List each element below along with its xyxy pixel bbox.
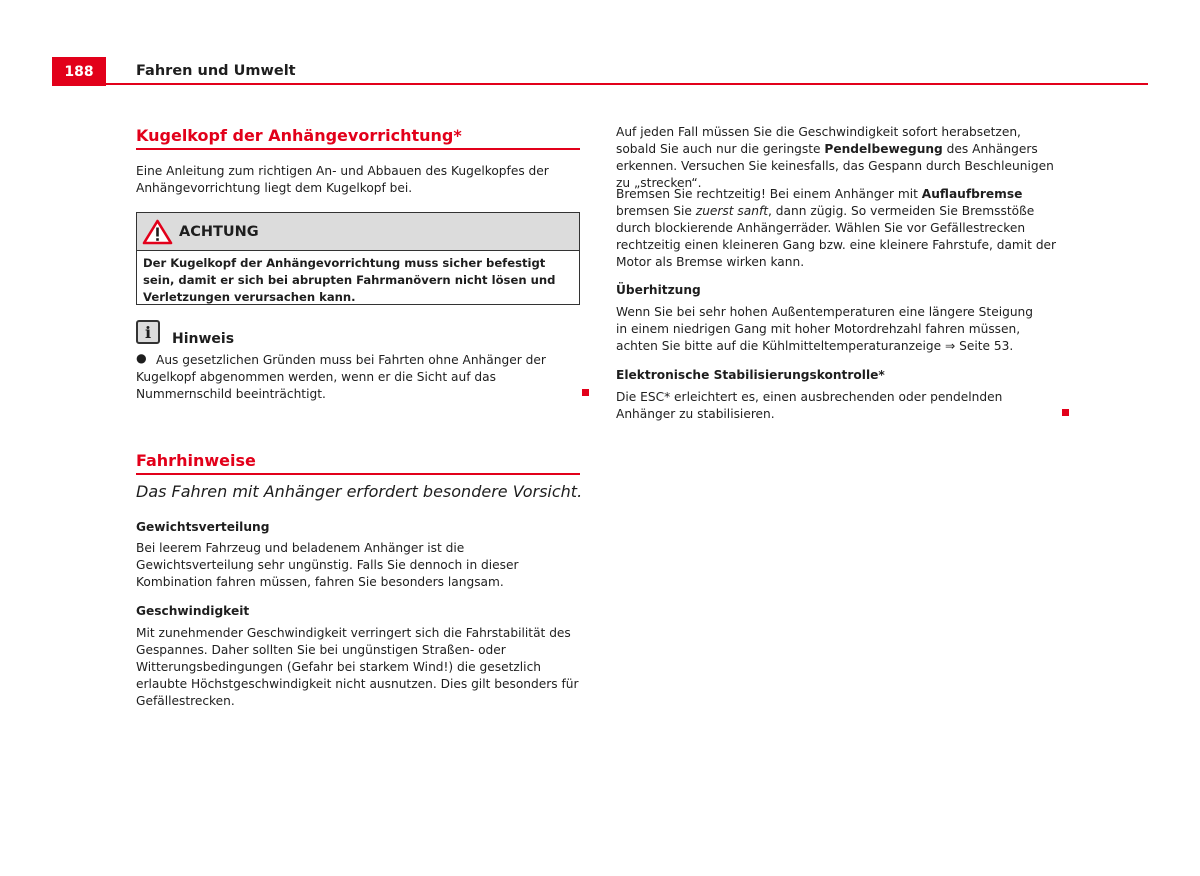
chapter-title: Fahren und Umwelt	[136, 63, 296, 79]
heading-ueberhitzung: Überhitzung	[616, 283, 701, 297]
text-segment: , dann zügig. So vermeiden Sie Bremsstöße durch blockierende Anhängerräder. Wählen Sie vor Gefällestrecken rechtzeitig einen kleineren Gang bzw. eine kleinere Fahrstufe, damit der Motor als Bremse wirken kann.	[616, 204, 1057, 269]
paragraph-pendelbewegung	[616, 124, 1062, 192]
warning-header	[137, 213, 579, 251]
kugelkopf-intro: Eine Anleitung zum richtigen An- und Abbauen des Kugelkopfes der Anhängevorrichtung liegt dem Kugelkopf bei.	[136, 164, 549, 195]
paragraph-ueberhitzung: Wenn Sie bei sehr hohen Außentemperaturen eine längere Steigung in einem niedrigen Gang mit hoher Motordrehzahl fahren müssen, achten Sie bitte auf die Kühlmitteltemperaturanzeige ⇒ Seite 53.	[616, 305, 1033, 353]
paragraph-gewichtsverteilung: Bei leerem Fahrzeug und beladenem Anhänger ist die Gewichtsverteilung sehr ungünstig. Falls Sie dennoch in dieser Kombination fahren müssen, fahren Sie besonders langsam.	[136, 541, 519, 589]
note-bullet: ●	[136, 351, 147, 365]
note-text: Aus gesetzlichen Gründen muss bei Fahrten ohne Anhänger der Kugelkopf abgenommen werden, wenn er die Sicht auf das Nummernschild beeinträchtigt.	[136, 353, 546, 401]
heading-gewichtsverteilung: Gewichtsverteilung	[136, 520, 270, 534]
text-segment: des Anhängers erkennen. Versuchen Sie keinesfalls, das Gespann durch Beschleunigen zu „strecken“.	[616, 142, 1054, 190]
end-of-section-mark	[582, 389, 589, 396]
paragraph-geschwindigkeit: Mit zunehmender Geschwindigkeit verringert sich die Fahrstabilität des Gespannes. Daher sollten Sie bei ungünstigen Straßen- oder Witterungsbedingungen (Gefahr bei starkem Wind!) die gesetzlich erlaubte Höchstgeschwindigkeit nicht ausnutzen. Dies gilt besonders für Gefällestrecken.	[136, 626, 579, 708]
header-rule	[52, 83, 1148, 85]
page-number: 188	[52, 57, 106, 86]
note-title: Hinweis	[172, 331, 235, 347]
text-segment: Auf jeden Fall müssen Sie die Geschwindigkeit sofort herabsetzen, sobald Sie auch nur die geringste	[616, 125, 1021, 156]
end-of-section-mark	[1062, 409, 1069, 416]
text-segment: Bremsen Sie rechtzeitig! Bei einem Anhänger mit	[616, 187, 922, 201]
heading-geschwindigkeit: Geschwindigkeit	[136, 604, 250, 618]
section-title-kugelkopf: Kugelkopf der Anhängevorrichtung*	[136, 126, 580, 150]
warning-text: Der Kugelkopf der Anhängevorrichtung muss sicher befestigt sein, damit er sich bei abrupten Fahrmanövern nicht lösen und Verletzungen verursachen kann.	[143, 256, 556, 304]
text-segment: bremsen Sie	[616, 204, 696, 218]
paragraph-esc: Die ESC* erleichtert es, einen ausbrechenden oder pendelnden Anhänger zu stabilisieren.	[616, 390, 1003, 421]
paragraph-bremsen	[616, 186, 1062, 271]
fahrhinweise-lead: Das Fahren mit Anhänger erfordert besondere Vorsicht.	[136, 482, 583, 501]
warning-triangle-icon	[142, 219, 173, 245]
bold-term-auflaufbremse: Auflaufbremse	[921, 187, 1023, 201]
warning-title: ACHTUNG	[179, 224, 259, 240]
bold-term-pendelbewegung: Pendelbewegung	[824, 142, 943, 156]
heading-esc: Elektronische Stabilisierungskontrolle*	[616, 368, 885, 382]
info-icon: i	[136, 320, 160, 344]
italic-term-zuerst-sanft: zuerst sanft	[695, 204, 769, 218]
section-title-fahrhinweise: Fahrhinweise	[136, 451, 580, 475]
warning-box	[136, 212, 580, 305]
